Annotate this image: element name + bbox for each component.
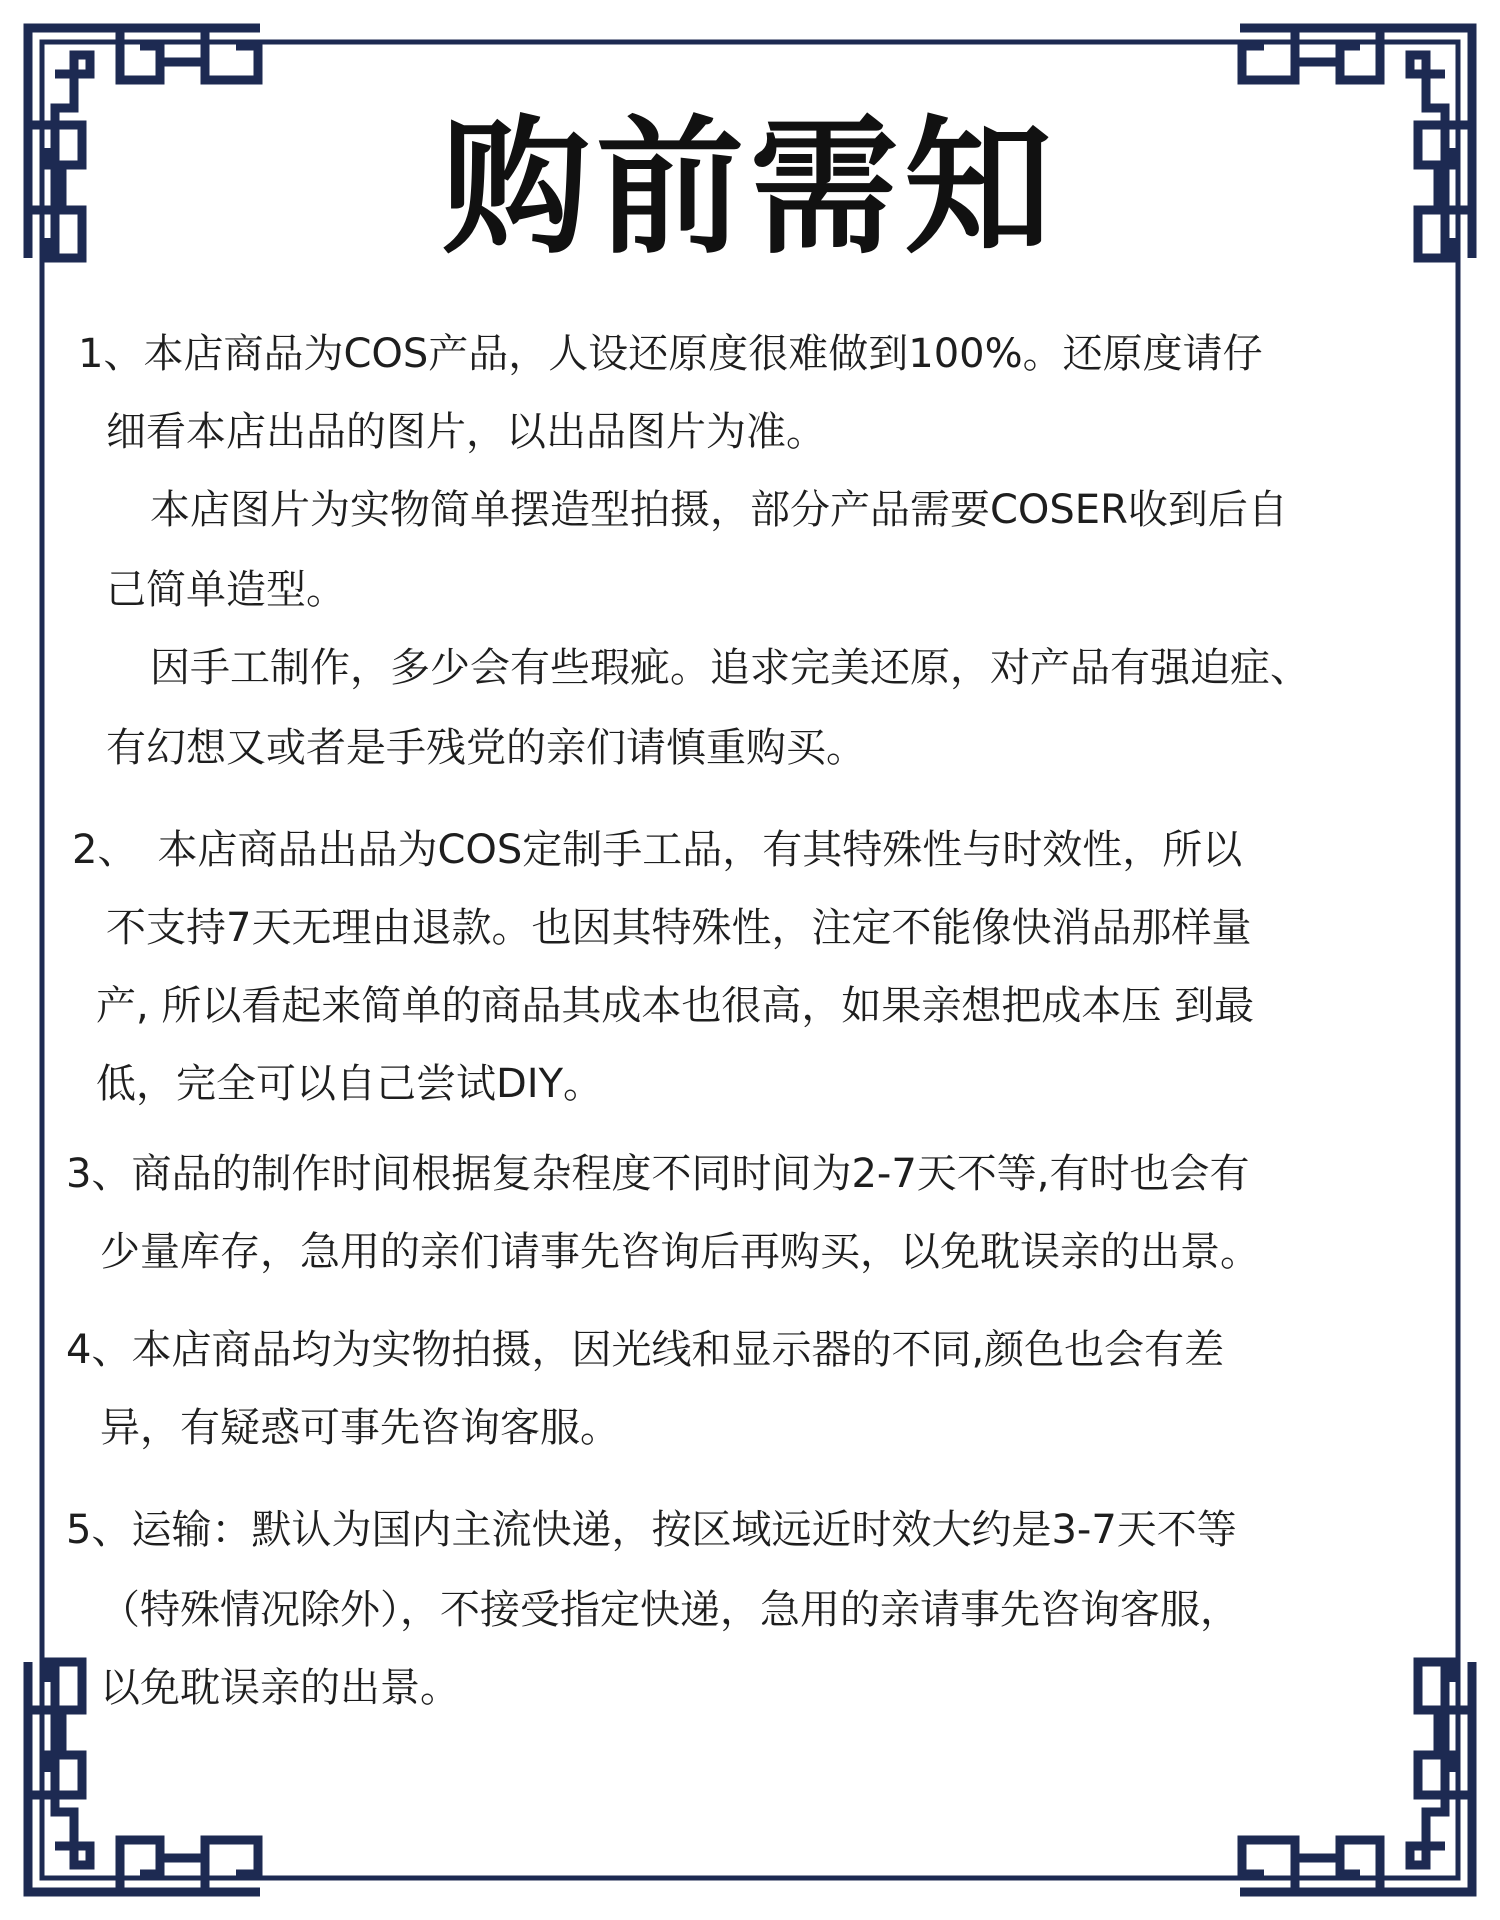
notice-line: 产, 所以看起来简单的商品其成本也很高，如果亲想把成本压 到最	[96, 983, 1255, 1029]
page-title: 购前需知	[442, 102, 1058, 274]
notice-line: 细看本店出品的图片，以出品图片为准。	[106, 409, 826, 455]
notice-line: 2、 本店商品出品为COS定制手工品，有其特殊性与时效性，所以	[72, 827, 1243, 873]
notice-line: 因手工制作，多少会有些瑕疵。追求完美还原，对产品有强迫症、	[150, 645, 1310, 691]
notice-line: 有幻想又或者是手残党的亲们请慎重购买。	[106, 725, 866, 771]
notice-line: 本店图片为实物简单摆造型拍摄，部分产品需要COSER收到后自	[150, 487, 1288, 533]
notice-line: 少量库存，急用的亲们请事先咨询后再购买，以免耽误亲的出景。	[100, 1229, 1260, 1275]
notice-line: 4、本店商品均为实物拍摄，因光线和显示器的不同,颜色也会有差	[66, 1327, 1225, 1373]
notice-line: 5、运输：默认为国内主流快递，按区域远近时效大约是3-7天不等	[66, 1507, 1237, 1553]
notice-line: 不支持7天无理由退款。也因其特殊性，注定不能像快消品那样量	[106, 905, 1252, 951]
notice-line: 异，有疑惑可事先咨询客服。	[100, 1405, 620, 1451]
notice-line: 1、本店商品为COS产品，人设还原度很难做到100%。还原度请仔	[78, 331, 1263, 377]
notice-line: 己简单造型。	[106, 567, 346, 613]
notice-line: 低，完全可以自己尝试DIY。	[96, 1061, 604, 1107]
corner-ornament-bottom-right	[1240, 1662, 1472, 1892]
notice-line: （特殊情况除外），不接受指定快递，急用的亲请事先咨询客服，	[100, 1587, 1240, 1633]
notice-line: 以免耽误亲的出景。	[100, 1665, 460, 1711]
notice-line: 3、商品的制作时间根据复杂程度不同时间为2-7天不等,有时也会有	[66, 1151, 1250, 1197]
